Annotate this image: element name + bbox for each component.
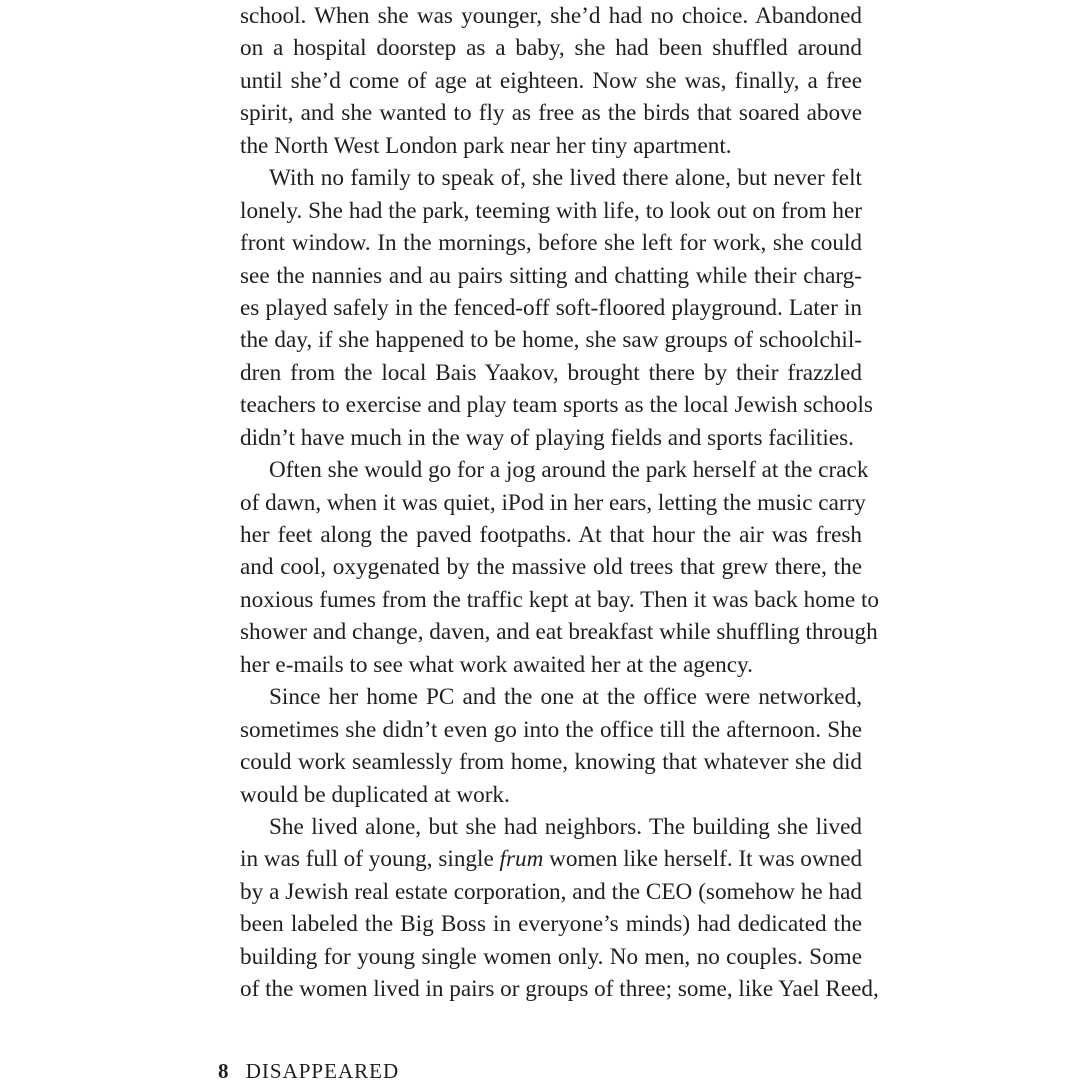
text-line: been labeled the Big Boss in everyone’s minds) had dedicated the — [240, 911, 862, 938]
text-line: on a hospital doorstep as a baby, she had been shuffled around — [240, 35, 862, 62]
text-line: front window. In the mornings, before she left for work, she could — [240, 230, 862, 257]
text-line: Often she would go for a jog around the park herself at the crack — [269, 457, 869, 484]
text-line: lonely. She had the park, teeming with life, to look out on from her — [240, 197, 862, 224]
paragraph — [240, 162, 873, 454]
text-line: and cool, oxygenated by the massive old trees that grew there, the — [240, 554, 862, 581]
text-line: She lived alone, but she had neighbors. The building she lived — [269, 813, 862, 840]
text-line: Since her home PC and the one at the office were networked, — [269, 684, 862, 711]
text-line: shower and change, daven, and eat breakfast while shuffling through — [240, 619, 878, 646]
text-fragment: women like herself. It was owned — [543, 846, 863, 873]
text-line: school. When she was younger, she’d had no choice. Abandoned — [240, 3, 862, 29]
text-line: until she’d come of age at eighteen. Now she was, finally, a free — [240, 67, 862, 94]
page-number: 8 — [218, 1059, 229, 1083]
text-line: es played safely in the fenced-off soft-floored playground. Later in — [240, 294, 862, 321]
text-line: of dawn, when it was quiet, iPod in her ears, letting the music carry — [240, 489, 866, 516]
paragraph — [240, 681, 862, 811]
text-line: building for young single women only. No men, no couples. Some — [240, 943, 862, 970]
text-line: teachers to exercise and play team sports as the local Jewish schools — [240, 392, 873, 419]
text-line: the day, if she happened to be home, she saw groups of schoolchil- — [240, 327, 862, 354]
text-line: didn’t have much in the way of playing fields and sports facilities. — [240, 424, 854, 451]
text-line: by a Jewish real estate corporation, and the CEO (somehow he had — [240, 878, 862, 905]
text-line: of the women lived in pairs or groups of three; some, like Yael Reed, — [240, 976, 879, 1003]
italic-term: frum — [499, 846, 544, 873]
text-line: her e-mails to see what work awaited her at the agency. — [240, 651, 753, 678]
page-body-text — [240, 0, 879, 1006]
text-fragment: in was full of young, single — [240, 846, 500, 873]
text-line: the North West London park near her tiny apartment. — [240, 132, 732, 159]
text-line: spirit, and she wanted to fly as free as the birds that soared above — [240, 100, 862, 127]
text-line: her feet along the paved footpaths. At that hour the air was fresh — [240, 522, 862, 548]
text-line — [240, 843, 862, 875]
paragraph — [240, 811, 879, 1006]
page-footer — [218, 1059, 399, 1083]
paragraph — [240, 454, 879, 681]
running-head: DISAPPEARED — [245, 1059, 400, 1083]
text-line: dren from the local Bais Yaakov, brought there by their frazzled — [240, 359, 862, 386]
text-line: sometimes she didn’t even go into the office till the afternoon. She — [240, 716, 862, 743]
text-line: could work seamlessly from home, knowing that whatever she did — [240, 749, 862, 776]
text-line: With no family to speak of, she lived there alone, but never felt — [269, 165, 862, 192]
text-line: would be duplicated at work. — [240, 781, 510, 808]
text-line: see the nannies and au pairs sitting and chatting while their charg- — [240, 262, 862, 289]
paragraph — [240, 0, 862, 162]
text-line: noxious fumes from the traffic kept at bay. Then it was back home to — [240, 586, 879, 613]
